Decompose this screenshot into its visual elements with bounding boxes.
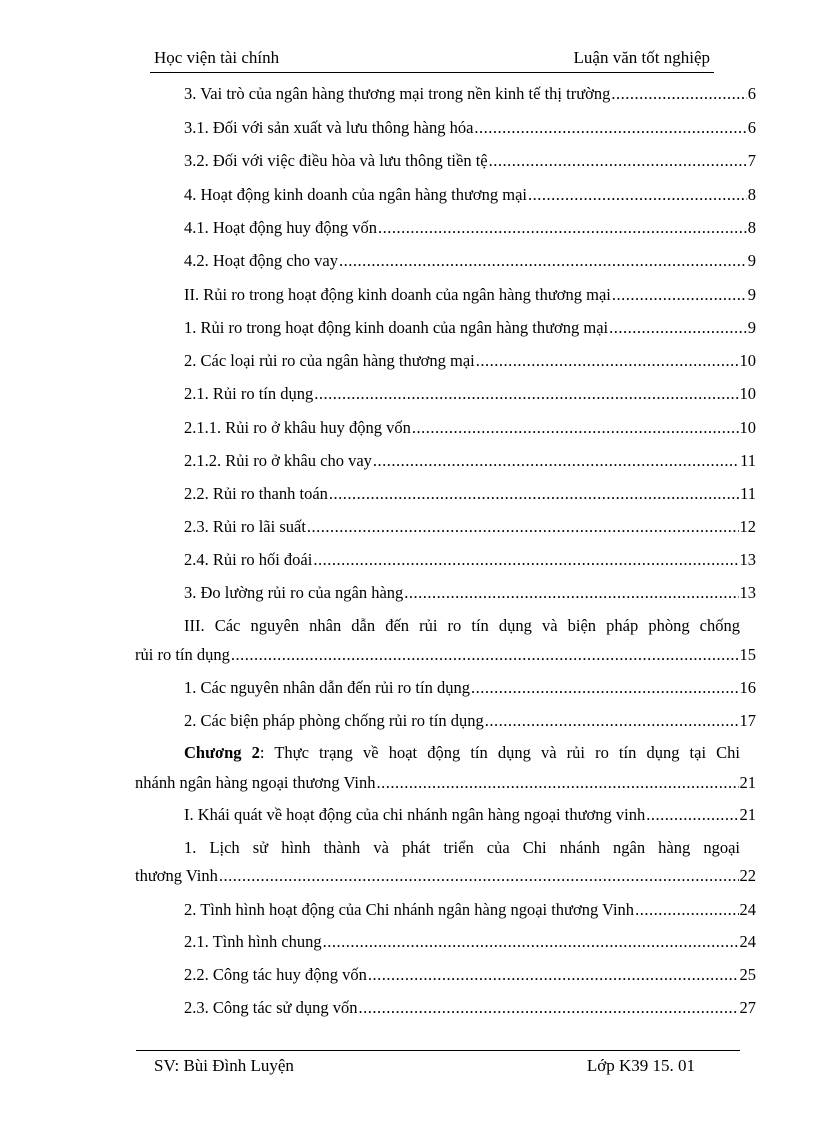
toc-entry-title: 2.4. Rủi ro hối đoái: [184, 550, 313, 569]
toc-entry-line1: 1. Lịch sử hình thành và phát triển của Chi nhánh ngân hàng ngoại: [184, 838, 740, 857]
toc-entry-title: 1. Rủi ro trong hoạt động kinh doanh của ngân hàng thương mại: [184, 318, 609, 337]
toc-entry-title: 2.1. Rủi ro tín dụng: [184, 384, 314, 403]
toc-leader: [609, 318, 747, 338]
toc-entry: [184, 805, 756, 825]
toc-entry: [135, 866, 756, 886]
toc-entry-page: 27: [739, 998, 756, 1017]
toc-entry: [184, 900, 756, 920]
toc-entry-page: 13: [739, 583, 756, 602]
toc-entry: [184, 678, 756, 698]
toc-leader: [471, 678, 739, 698]
header-document-type: Luận văn tốt nghiệp: [573, 48, 710, 67]
toc-entry-title: nhánh ngân hàng ngoại thương Vinh: [135, 773, 376, 792]
toc-leader: [378, 218, 747, 238]
toc-entry-title: 2.1.2. Rủi ro ở khâu cho vay: [184, 451, 372, 470]
chapter-heading-line1: [184, 743, 740, 763]
toc-entry: [184, 285, 756, 305]
toc-leader: [476, 351, 739, 371]
toc-entry-page: 6: [747, 118, 756, 137]
toc-entry-page: 24: [739, 932, 756, 951]
toc-entry-page: 11: [740, 451, 756, 470]
toc-leader: [329, 484, 739, 504]
toc-entry: [184, 185, 756, 205]
toc-entry-title: 2.2. Rủi ro thanh toán: [184, 484, 328, 503]
toc-entry: [184, 318, 756, 338]
toc-entry: [135, 773, 756, 793]
footer-class: Lớp K39 15. 01: [586, 1056, 695, 1075]
toc-leader: [314, 384, 738, 404]
toc-leader: [323, 932, 739, 952]
toc-entry-title: II. Rủi ro trong hoạt động kinh doanh của ngân hàng thương mại: [184, 285, 611, 304]
toc-entry-title: 2.3. Công tác sử dụng vốn: [184, 998, 358, 1017]
toc-entry-page: 21: [739, 773, 756, 792]
toc-entry-page: 17: [739, 711, 756, 730]
toc-entry-page: 24: [739, 900, 756, 919]
toc-entry-line1: III. Các nguyên nhân dẫn đến rủi ro tín dụng và biện pháp phòng chống: [184, 616, 740, 635]
toc-entry-title: I. Khái quát về hoạt động của chi nhánh ngân hàng ngoại thương vinh: [184, 805, 646, 824]
toc-entry: [184, 384, 756, 404]
toc-leader: [231, 645, 739, 665]
header-institution: Học viện tài chính: [154, 48, 280, 67]
toc-entry-title: 4.2. Hoạt động cho vay: [184, 251, 338, 270]
toc-entry-title: 2.3. Rủi ro lãi suất: [184, 517, 306, 536]
page-header: [150, 48, 710, 74]
footer-student: SV: Bùi Đình Luyện: [154, 1056, 294, 1075]
toc-entry-title: 2.1.1. Rủi ro ở khâu huy động vốn: [184, 418, 411, 437]
toc-entry-title: 4.1. Hoạt động huy động vốn: [184, 218, 377, 237]
toc-entry: [184, 965, 756, 985]
toc-entry-page: 8: [747, 218, 756, 237]
toc-leader: [313, 550, 738, 570]
toc-entry: [135, 645, 756, 665]
toc-leader: [376, 773, 738, 793]
toc-entry-page: 10: [739, 418, 756, 437]
toc-entry-page: 9: [747, 251, 756, 270]
toc-leader: [646, 805, 738, 825]
toc-leader: [489, 151, 747, 171]
toc-entry-title: thương Vinh: [135, 866, 218, 885]
toc-leader: [485, 711, 739, 731]
page-footer: [150, 1056, 695, 1078]
toc-entry-page: 6: [747, 84, 756, 103]
toc-leader: [611, 84, 746, 104]
toc-entry-title: rủi ro tín dụng: [135, 645, 230, 664]
chapter-label: Chương 2: [184, 743, 260, 762]
toc-entry-page: 15: [739, 645, 756, 664]
toc-entry: [184, 583, 756, 603]
toc-leader: [219, 866, 739, 886]
toc-leader: [339, 251, 747, 271]
toc-leader: [368, 965, 739, 985]
toc-entry: [184, 84, 756, 104]
toc-entry-page: 21: [739, 805, 756, 824]
toc-leader: [412, 418, 739, 438]
toc-entry-title: 3. Vai trò của ngân hàng thương mại trong nền kinh tế thị trường: [184, 84, 611, 103]
chapter-title: : Thực trạng về hoạt động tín dụng và rủi ro tín dụng tại Chi: [259, 743, 740, 762]
toc-entry-page: 12: [739, 517, 756, 536]
toc-entry: [184, 711, 756, 731]
toc-entry-title: 2. Các loại rủi ro của ngân hàng thương mại: [184, 351, 475, 370]
toc-entry-page: 10: [739, 384, 756, 403]
toc-entry-title: 4. Hoạt động kinh doanh của ngân hàng thương mại: [184, 185, 528, 204]
toc-leader: [404, 583, 738, 603]
toc-entry-title: 2. Tình hình hoạt động của Chi nhánh ngân hàng ngoại thương Vinh: [184, 900, 635, 919]
toc-entry: [184, 451, 756, 471]
toc-entry-page: 11: [740, 484, 756, 503]
toc-leader: [358, 998, 738, 1018]
toc-entry-title: 3.1. Đối với sản xuất và lưu thông hàng hóa: [184, 118, 474, 137]
toc-entry: [184, 932, 756, 952]
toc-entry: [184, 484, 756, 504]
toc-entry-title: 3.2. Đối với việc điều hòa và lưu thông tiền tệ: [184, 151, 488, 170]
toc-entry-title: 2. Các biện pháp phòng chống rủi ro tín dụng: [184, 711, 484, 730]
toc-leader: [373, 451, 739, 471]
toc-entry: [184, 151, 756, 171]
toc-entry-page: 10: [739, 351, 756, 370]
toc-leader: [474, 118, 746, 138]
toc-leader: [528, 185, 747, 205]
toc-entry-page: 7: [747, 151, 756, 170]
toc-entry: [184, 251, 756, 271]
toc-leader: [612, 285, 747, 305]
toc-entry-title: 1. Các nguyên nhân dẫn đến rủi ro tín dụng: [184, 678, 470, 697]
toc-entry-page: 8: [747, 185, 756, 204]
toc-entry-page: 13: [739, 550, 756, 569]
toc-entry-page: 22: [739, 866, 756, 885]
toc-entry-title: 3. Đo lường rủi ro của ngân hàng: [184, 583, 404, 602]
toc-entry: [184, 517, 756, 537]
toc-entry: [184, 550, 756, 570]
toc-entry-title: 2.1. Tình hình chung: [184, 932, 322, 951]
toc-entry: [184, 218, 756, 238]
toc-entry: [184, 418, 756, 438]
toc-entry-page: 16: [739, 678, 756, 697]
toc-entry-page: 25: [739, 965, 756, 984]
toc-entry-title: 2.2. Công tác huy động vốn: [184, 965, 367, 984]
footer-rule: [136, 1050, 740, 1051]
toc-entry-page: 9: [747, 285, 756, 304]
toc-entry-page: 9: [747, 318, 756, 337]
toc-entry: [184, 998, 756, 1018]
header-rule: [150, 72, 714, 73]
toc-entry: [184, 351, 756, 371]
toc-leader: [307, 517, 739, 537]
toc-entry: [184, 118, 756, 138]
toc-leader: [635, 900, 738, 920]
